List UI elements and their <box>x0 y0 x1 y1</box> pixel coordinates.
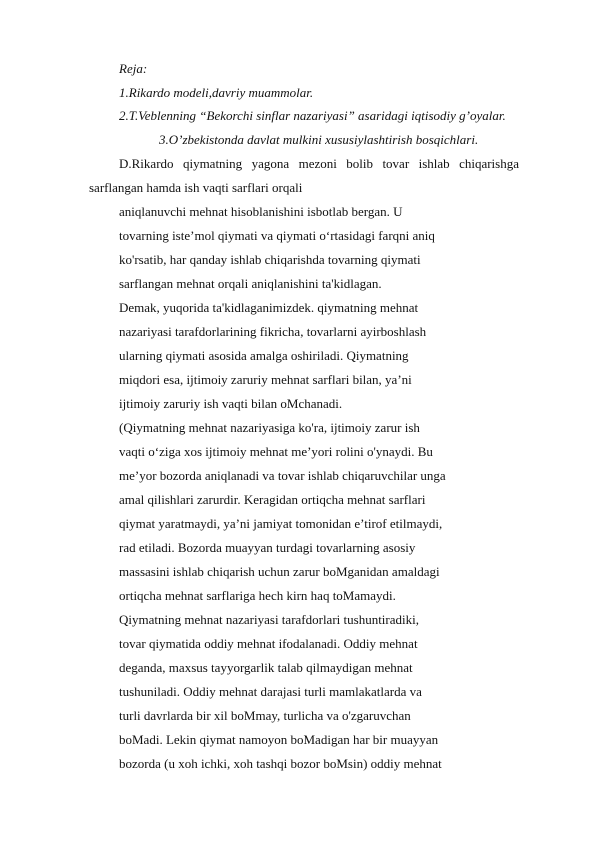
text-line: Demak, yuqorida ta'kidlaganimizdek. qiymatning mehnat <box>119 300 419 315</box>
text-line: bozorda (u xoh ichki, xoh tashqi bozor boMsin) oddiy mehnat <box>119 756 442 771</box>
paragraph-first-line: D.Rikardo qiymatning yagona mezoni bolib tovar ishlab chiqarishga <box>119 156 519 171</box>
text-line: miqdori esa, ijtimoiy zaruriy mehnat sarflari bilan, ya’ni <box>119 372 412 387</box>
text-line: tovar qiymatida oddiy mehnat ifodalanadi. Oddiy mehnat <box>119 636 418 651</box>
text-line: turli davrlarda bir xil boMmay, turlicha va o'zgaruvchan <box>119 708 411 723</box>
text-line: vaqti o‘ziga xos ijtimoiy mehnat me’yori rolini o'ynaydi. Bu <box>119 444 433 459</box>
text-line: sarflangan mehnat orqali aniqlanishini ta'kidlagan. <box>119 276 382 291</box>
text-line: aniqlanuvchi mehnat hisoblanishini isbotlab bergan. U <box>119 204 403 219</box>
paragraph-continuation: sarflangan hamda ish vaqti sarflari orqali <box>89 180 303 195</box>
plan-item-3: 3.O’zbekistonda davlat mulkini xususiylashtirish bosqichlari. <box>159 132 479 147</box>
text-line: ko'rsatib, har qanday ishlab chiqarishda tovarning qiymati <box>119 252 421 267</box>
text-line: rad etiladi. Bozorda muayyan turdagi tovarlarning asosiy <box>119 540 416 555</box>
plan-item-1: 1.Rikardo modeli,davriy muammolar. <box>119 85 314 100</box>
text-line: (Qiymatning mehnat nazariyasiga ko'ra, ijtimoiy zarur ish <box>119 420 420 435</box>
text-line: ijtimoiy zaruriy ish vaqti bilan oMchanadi. <box>119 396 343 411</box>
text-line: massasini ishlab chiqarish uchun zarur boMganidan amaldagi <box>119 564 440 579</box>
text-line: deganda, maxsus tayyorgarlik talab qilmaydigan mehnat <box>119 660 413 675</box>
text-line: nazariyasi tarafdorlarining fikricha, tovarlarni ayirboshlash <box>119 324 427 339</box>
text-line: qiymat yaratmaydi, ya’ni jamiyat tomonidan e’tirof etilmaydi, <box>119 516 443 531</box>
text-line: amal qilishlari zarurdir. Keragidan ortiqcha mehnat sarflari <box>119 492 426 507</box>
plan-item-2: 2.T.Veblenning “Bekorchi sinflar nazariyasi” asaridagi iqtisodiy g’oyalar. <box>119 108 506 123</box>
plan-heading: Reja: <box>119 61 148 76</box>
text-line: ularning qiymati asosida amalga oshiriladi. Qiymatning <box>119 348 409 363</box>
text-line: Qiymatning mehnat nazariyasi tarafdorlari tushuntiradiki, <box>119 612 419 627</box>
text-line: tovarning iste’mol qiymati va qiymati o‘rtasidagi farqni aniq <box>119 228 435 243</box>
text-line: me’yor bozorda aniqlanadi va tovar ishlab chiqaruvchilar unga <box>119 468 446 483</box>
text-line: tushuniladi. Oddiy mehnat darajasi turli mamlakatlarda va <box>119 684 422 699</box>
text-line: ortiqcha mehnat sarflariga hech kirn haq toMamaydi. <box>119 588 396 603</box>
text-line: boMadi. Lekin qiymat namoyon boMadigan har bir muayyan <box>119 732 439 747</box>
